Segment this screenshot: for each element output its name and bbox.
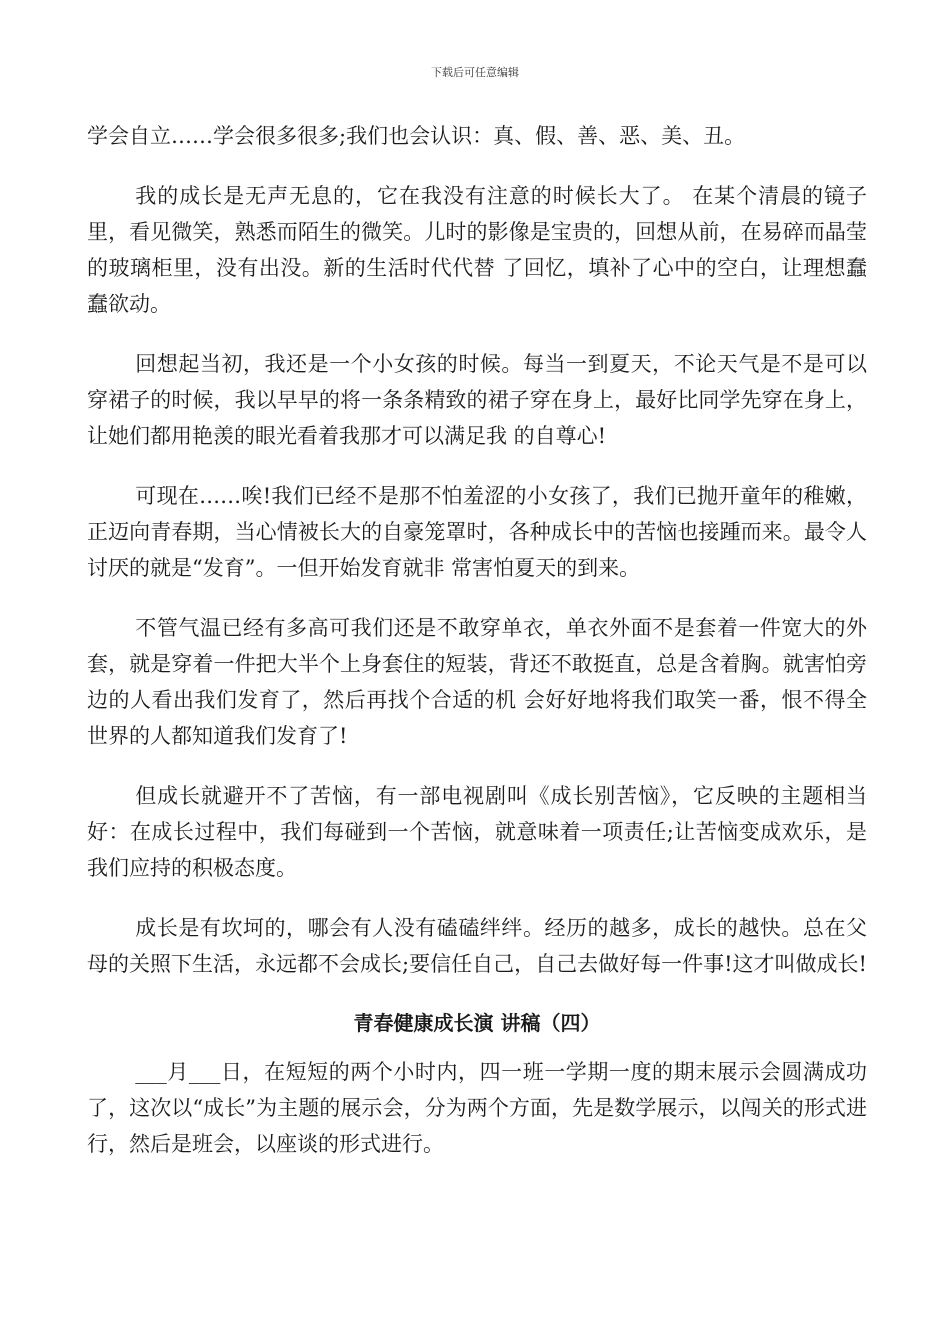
final-paragraph: ___月___日，在短短的两个小时内，四一班一学期一度的期末展示会圆满成功了，这次以“成长”为主题的展示会，分为两个方面，先是数学展示，以闯关的形式进行，然后是班会，以座谈的形式进行。 bbox=[87, 1060, 867, 1156]
paragraph-6: 但成长就避开不了苦恼，有一部电视剧叫《成长别苦恼》，它反映的主题相当好：在成长过程中，我们每碰到一个苦恼，就意味着一项责任;让苦恼变成欢乐，是我们应持的积极态度。 bbox=[87, 784, 867, 880]
section-title: 青春健康成长演 讲稿（四） bbox=[353, 1011, 601, 1035]
paragraph-3: 回想起当初，我还是一个小女孩的时候。每当一到夏天，不论天气是不是可以穿裙子的时候，我以早早的将一条条精致的裙子穿在身上，最好比同学先穿在身上，让她们都用艳羡的眼光看着我那才可以满足我 的自尊心! bbox=[87, 352, 867, 448]
paragraph-5: 不管气温已经有多高可我们还是不敢穿单衣，单衣外面不是套着一件宽大的外套，就是穿着一件把大半个上身套住的短装，背还不敢挺直，总是含着胸。就害怕旁边的人看出我们发育了，然后再找个合适的机 会好好地将我们取笑一番，恨不得全世界的人都知道我们发育了! bbox=[87, 616, 867, 748]
paragraph-4: 可现在……唉!我们已经不是那不怕羞涩的小女孩了，我们已抛开童年的稚嫩，正迈向青春期，当心情被长大的自豪笼罩时，各种成长中的苦恼也接踵而来。最令人讨厌的就是“发育”。一但开始发育就非 常害怕夏天的到来。 bbox=[87, 484, 867, 580]
paragraph-7: 成长是有坎坷的，哪会有人没有磕磕绊绊。经历的越多，成长的越快。总在父母的关照下生活，永远都不会成长;要信任自己，自己去做好每一件事!这才叫做成长! bbox=[87, 916, 867, 976]
page-header-note: 下载后可任意编辑 bbox=[431, 66, 519, 79]
paragraph-2: 我的成长是无声无息的，它在我没有注意的时候长大了。 在某个清晨的镜子里，看见微笑，熟悉而陌生的微笑。儿时的影像是宝贵的，回想从前，在易碎而晶莹的玻璃柜里，没有出没。新的生活时代代替 了回忆，填补了心中的空白，让理想蠢蠢欲动。 bbox=[87, 184, 867, 316]
document-body bbox=[87, 118, 867, 1186]
paragraph-1: 学会自立……学会很多很多;我们也会认识：真、假、善、恶、美、丑。 bbox=[87, 124, 746, 148]
